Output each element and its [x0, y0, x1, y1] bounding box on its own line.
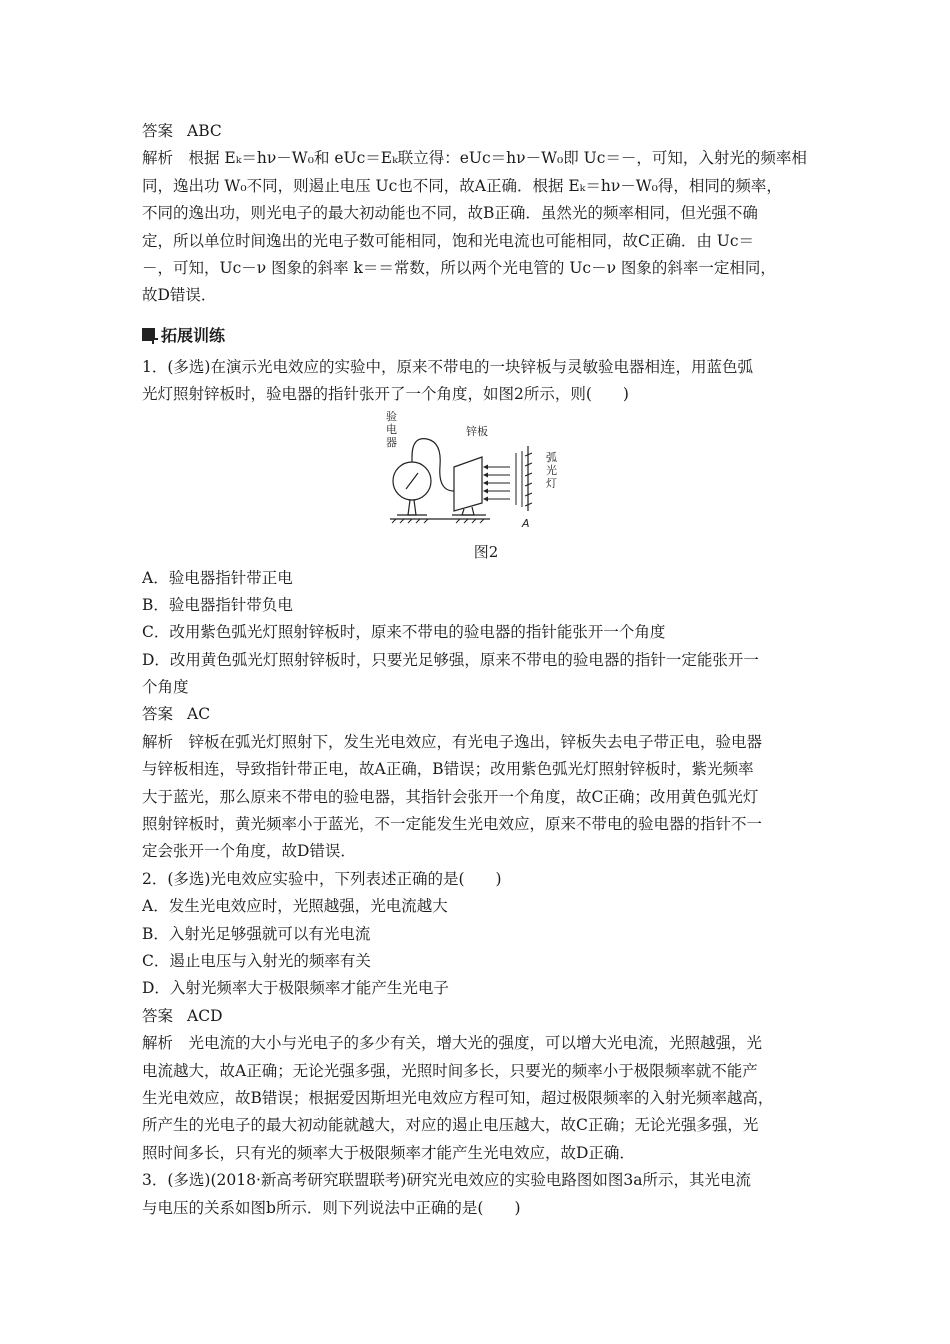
- answer-value: ABC: [187, 122, 222, 140]
- analysis-line: 电流越大，故A正确；无论光强多强，光照时间多长，只要光的频率小于极限频率就不能产: [142, 1061, 758, 1080]
- analysis-line: 定会张开一个角度，故D错误．: [142, 842, 356, 861]
- option-a: A．验电器指针带正电: [142, 568, 293, 587]
- answer-line: [142, 118, 822, 145]
- answer-label: 答案: [142, 122, 174, 140]
- option-d: D．改用黄色弧光灯照射锌板时，只要光足够强，原来不带电的验电器的指针一定能张开一: [142, 650, 759, 669]
- answer-value: ACD: [187, 1006, 223, 1025]
- answer-line: [142, 701, 822, 728]
- analysis-line: 与锌板相连，导致指针带正电，故A正确，B错误；改用紫色弧光灯照射锌板时，紫光频率: [142, 760, 754, 779]
- analysis-line: 解析 锌板在弧光灯照射下，发生光电效应，有光电子逸出，锌板失去电子带正电，验电器: [142, 732, 763, 751]
- label-arc-lamp: 弧: [546, 450, 557, 464]
- analysis-line: 解析 光电流的大小与光电子的多少有关，增大光的强度，可以增大光电流，光照越强，光: [142, 1034, 763, 1053]
- analysis-line: 生光电效应，故B错误；根据爱因斯坦光电效应方程可知，超过极限频率的入射光频率越高，: [142, 1088, 774, 1107]
- analysis-line: 同，逸出功 W₀不同，则遏止电压 Uc也不同，故A正确．根据 Eₖ＝hν－W₀得，相同的频率，: [142, 176, 782, 195]
- question-stem: 2．(多选)光电效应实验中，下列表述正确的是( ): [142, 869, 502, 888]
- electroscope-diagram: [382, 411, 572, 535]
- section-square-icon: [142, 328, 155, 341]
- question-stem: 与电压的关系如图b所示．则下列说法中正确的是( ): [142, 1198, 521, 1217]
- label-zinc-plate: 锌板: [466, 424, 488, 438]
- section-heading: [142, 320, 822, 350]
- analysis-line: 所产生的光电子的最大初动能就越大，对应的遏止电压越大，故C正确；无论光强多强，光: [142, 1116, 759, 1135]
- analysis-line: －，可知，Uc－ν 图象的斜率 k＝＝常数，所以两个光电管的 Uc－ν 图象的斜率一定相同，: [142, 258, 776, 277]
- label-arc-lamp: 灯: [546, 476, 557, 490]
- option-c: C．遏止电压与入射光的频率有关: [142, 951, 371, 970]
- analysis-line: 大于蓝光，那么原来不带电的验电器，其指针会张开一个角度，故C正确；改用黄色弧光灯: [142, 787, 759, 806]
- section-title: 拓展训练: [161, 326, 226, 346]
- label-electroscope: 器: [386, 435, 397, 449]
- option-b: B．验电器指针带负电: [142, 595, 293, 614]
- option-a: A．发生光电效应时，光照越强，光电流越大: [142, 897, 448, 916]
- option-d: D．入射光频率大于极限频率才能产生光电子: [142, 979, 449, 998]
- analysis-line: 照时间多长，只有光的频率大于极限频率才能产生光电效应，故D正确．: [142, 1143, 635, 1162]
- option-b: B．入射光足够强就可以有光电流: [142, 924, 371, 943]
- analysis-line: 不同的逸出功，则光电子的最大初动能也不同，故B正确．虽然光的频率相同，但光强不确: [142, 204, 758, 223]
- answer-label: 答案: [142, 1006, 174, 1025]
- label-arc-lamp: 光: [546, 463, 557, 477]
- figure-2: [142, 409, 822, 539]
- label-electroscope: 验: [386, 410, 397, 423]
- question-stem: 光灯照射锌板时，验电器的指针张开了一个角度，如图2所示，则( ): [142, 385, 629, 404]
- option-c: C．改用紫色弧光灯照射锌板时，原来不带电的验电器的指针能张开一个角度: [142, 623, 666, 642]
- analysis-line: 解析 根据 Eₖ＝hν－W₀和 eUc＝Eₖ联立得：eUc＝hν－W₀即 Uc＝－，可知，入射光的频率相: [142, 149, 807, 168]
- figure-caption: 图2: [473, 542, 499, 561]
- option-d-continued: 个角度: [142, 678, 189, 697]
- question-stem: 1．(多选)在演示光电效应的实验中，原来不带电的一块锌板与灵敏验电器相连，用蓝色弧: [142, 357, 753, 376]
- analysis-line: 定，所以单位时间逸出的光电子数可能相同，饱和光电流也可能相同，故C正确．由 Uc＝: [142, 231, 755, 250]
- label-a: A: [522, 516, 530, 530]
- answer-label: 答案: [142, 705, 174, 724]
- question-stem: 3．(多选)(2018·新高考研究联盟联考)研究光电效应的实验电路图如图3a所示，其光电流: [142, 1171, 752, 1190]
- answer-line: [142, 1003, 822, 1030]
- label-electroscope: 电: [386, 422, 397, 436]
- analysis-line: 故D错误．: [142, 286, 217, 305]
- answer-value: AC: [187, 705, 211, 724]
- document-page: [142, 118, 822, 1222]
- analysis-line: 照射锌板时，黄光频率小于蓝光，不一定能发生光电效应，原来不带电的验电器的指针不一: [142, 815, 763, 834]
